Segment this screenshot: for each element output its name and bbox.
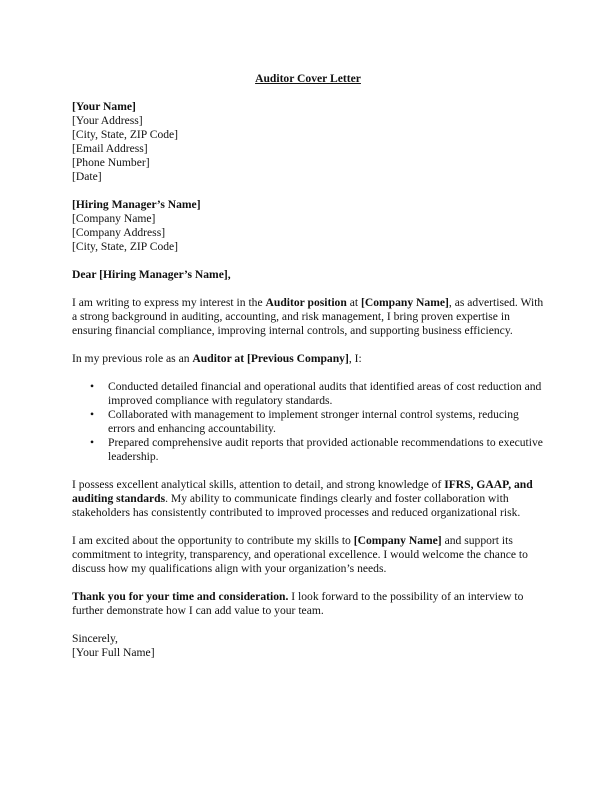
- signoff: Sincerely,: [72, 632, 118, 645]
- skills-text-2: . My ability to communicate findings clearly and foster collaboration with stakeholders has consistently contributed to improved processes and reduced organizational risk.: [72, 492, 521, 519]
- salutation: Dear [Hiring Manager’s Name],: [72, 268, 231, 281]
- recipient-city-state-zip: [City, State, ZIP Code]: [72, 240, 179, 253]
- bullet-icon: •: [90, 408, 95, 421]
- sender-phone: [Phone Number]: [72, 156, 150, 169]
- bullet-icon: •: [90, 380, 95, 393]
- recipient-name: [Hiring Manager’s Name]: [72, 198, 201, 211]
- signature-block: [72, 632, 544, 660]
- closing-text: I look forward to the possibility of an interview to further demonstrate how I can add value to your team.: [72, 590, 524, 617]
- sender-address: [Your Address]: [72, 114, 143, 127]
- closing-paragraph: [72, 590, 544, 618]
- bullet-icon: •: [90, 436, 95, 449]
- intro-bold-company: [Company Name]: [360, 296, 449, 309]
- previous-role-text-1: In my previous role as an: [72, 352, 193, 365]
- intro-paragraph: [72, 296, 544, 338]
- document-title: Auditor Cover Letter: [255, 72, 361, 85]
- intro-text-1: I am writing to express my interest in the: [72, 296, 266, 309]
- excited-paragraph: [72, 534, 544, 576]
- list-item: [90, 436, 544, 464]
- list-item: [90, 380, 544, 408]
- excited-text-1: I am excited about the opportunity to contribute my skills to: [72, 534, 354, 547]
- sender-email: [Email Address]: [72, 142, 148, 155]
- recipient-company: [Company Name]: [72, 212, 156, 225]
- signature-name: [Your Full Name]: [72, 646, 155, 659]
- list-item-text: Collaborated with management to implement stronger internal control systems, reducing errors and enhancing accountability.: [108, 408, 519, 435]
- previous-role-text-2: , I:: [348, 352, 362, 365]
- skills-text-1: I possess excellent analytical skills, attention to detail, and strong knowledge of: [72, 478, 445, 491]
- recipient-block: [72, 198, 544, 254]
- sender-date: [Date]: [72, 170, 102, 183]
- intro-bold-position: Auditor position: [265, 296, 347, 309]
- skills-bold-standards: IFRS, GAAP, and auditing standards: [72, 478, 533, 505]
- skills-paragraph: [72, 478, 544, 520]
- recipient-address: [Company Address]: [72, 226, 166, 239]
- sender-block: [72, 100, 544, 184]
- previous-role-paragraph: [72, 352, 544, 366]
- previous-role-bold: Auditor at [Previous Company]: [192, 352, 349, 365]
- achievements-list: [72, 380, 544, 464]
- excited-bold-company: [Company Name]: [353, 534, 442, 547]
- sender-name: [Your Name]: [72, 100, 136, 113]
- intro-text-3: , as advertised. With a strong background in auditing, accounting, and risk management, I bring proven expertise in ensuring financial compliance, improving internal controls, and supporting business efficiency.: [72, 296, 544, 337]
- sender-city-state-zip: [City, State, ZIP Code]: [72, 128, 179, 141]
- list-item-text: Prepared comprehensive audit reports that provided actionable recommendations to executive leadership.: [108, 436, 543, 463]
- intro-text-2: at: [346, 296, 361, 309]
- excited-text-2: and support its commitment to integrity, transparency, and operational excellence. I would welcome the chance to discuss how my qualifications align with your organization’s needs.: [72, 534, 528, 575]
- list-item-text: Conducted detailed financial and operational audits that identified areas of cost reduction and improved compliance with regulatory standards.: [108, 380, 542, 407]
- list-item: [90, 408, 544, 436]
- letter-page: [72, 72, 544, 674]
- closing-bold-thanks: Thank you for your time and consideration.: [72, 590, 289, 603]
